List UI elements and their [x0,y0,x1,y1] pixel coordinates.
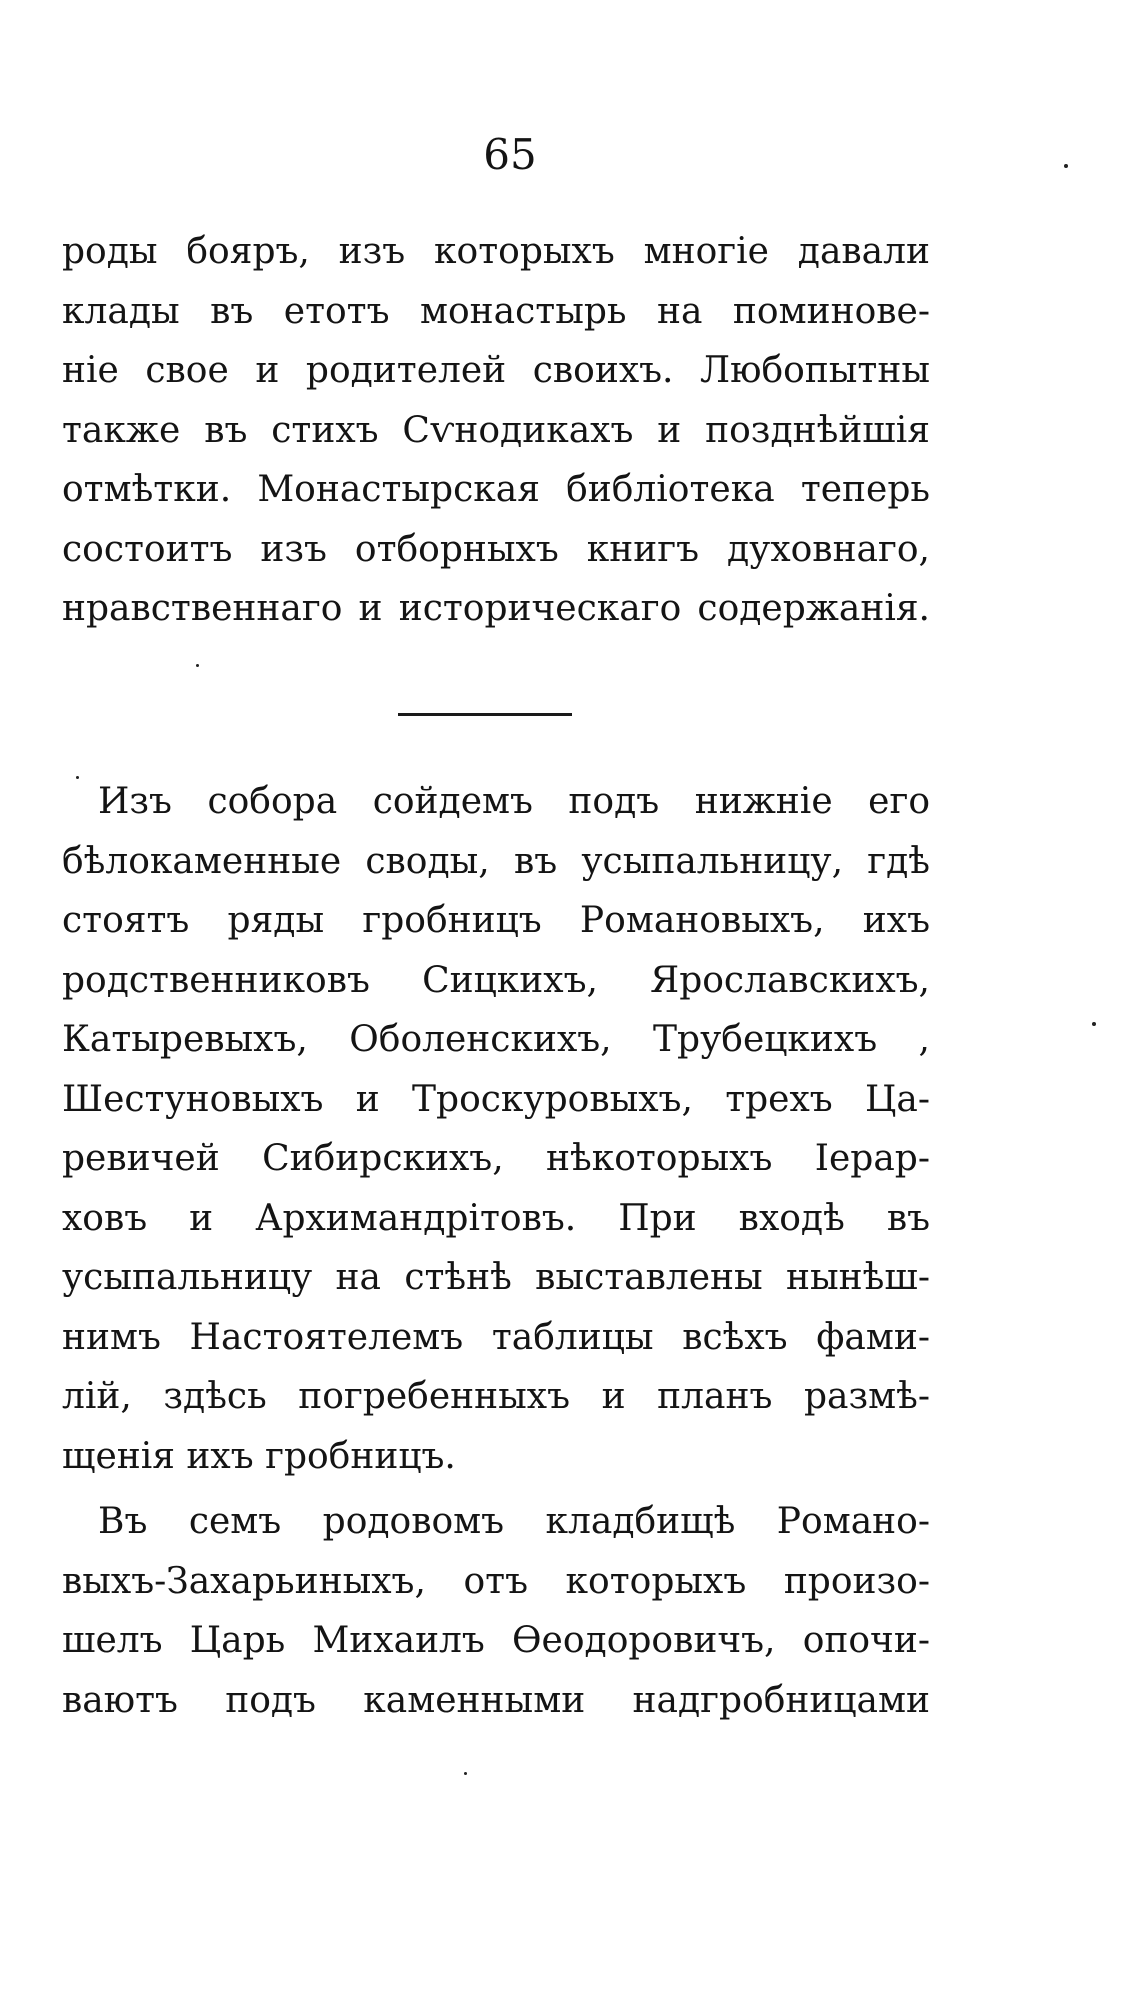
page-number: 65 [483,130,537,179]
text-line: состоитъ изъ отборныхъ книгъ духовнаго, [62,528,930,570]
paragraph-2 [62,772,930,1486]
text-line: шелъ Царь Михаилъ Ѳеодоровичъ, опочи- [62,1620,930,1661]
text-line: Изъ собора сойдемъ подъ нижніе его [98,781,930,822]
text-line: щенія ихъ гробницъ. [62,1435,456,1477]
text-line: бѣлокаменные своды, въ усыпальницу, гдѣ [62,840,930,882]
text-line: нимъ Настоятелемъ таблицы всѣхъ фами- [62,1316,930,1358]
scan-speck [1092,1022,1096,1026]
text-line: родственниковъ Сицкихъ, Ярославскихъ, [62,959,930,1001]
paragraph-1 [62,222,930,639]
text-line: нравственнаго и историческаго содержанія. [62,588,930,629]
text-line: клады въ етотъ монастырь на поминове- [62,290,930,332]
text-line: ніе свое и родителей своихъ. Любопытны [62,350,930,391]
text-line: стоятъ ряды гробницъ Романовыхъ, ихъ [62,900,930,941]
text-line: отмѣтки. Монастырская библіотека теперь [62,469,930,510]
text-line: Въ семъ родовомъ кладбищѣ Романо- [98,1501,930,1542]
text-line: также въ стихъ Сѵнодикахъ и позднѣйшія [62,409,930,451]
text-line: ховъ и Архимандрітовъ. При входѣ въ [62,1197,930,1239]
text-line: усыпальницу на стѣнѣ выставлены нынѣш- [62,1257,930,1298]
text-line: ревичей Сибирскихъ, нѣкоторыхъ Іерар- [62,1138,930,1179]
scan-speck [196,664,199,667]
scan-speck [464,1772,467,1775]
section-separator [398,713,572,716]
scan-speck [76,776,79,779]
text-line: роды бояръ, изъ которыхъ многіе давали [62,231,930,272]
paragraph-3 [62,1492,930,1730]
text-line: Шестуновыхъ и Троскуровыхъ, трехъ Ца- [62,1078,930,1120]
text-line: ваютъ подъ каменными надгробницами [62,1679,930,1721]
text-line: выхъ-Захарьиныхъ, отъ которыхъ произо- [62,1560,930,1602]
scan-speck [1064,164,1068,168]
text-line: лій, здѣсь погребенныхъ и планъ размѣ- [62,1376,930,1417]
text-line: Катыревыхъ, Оболенскихъ, Трубецкихъ , [62,1019,930,1060]
